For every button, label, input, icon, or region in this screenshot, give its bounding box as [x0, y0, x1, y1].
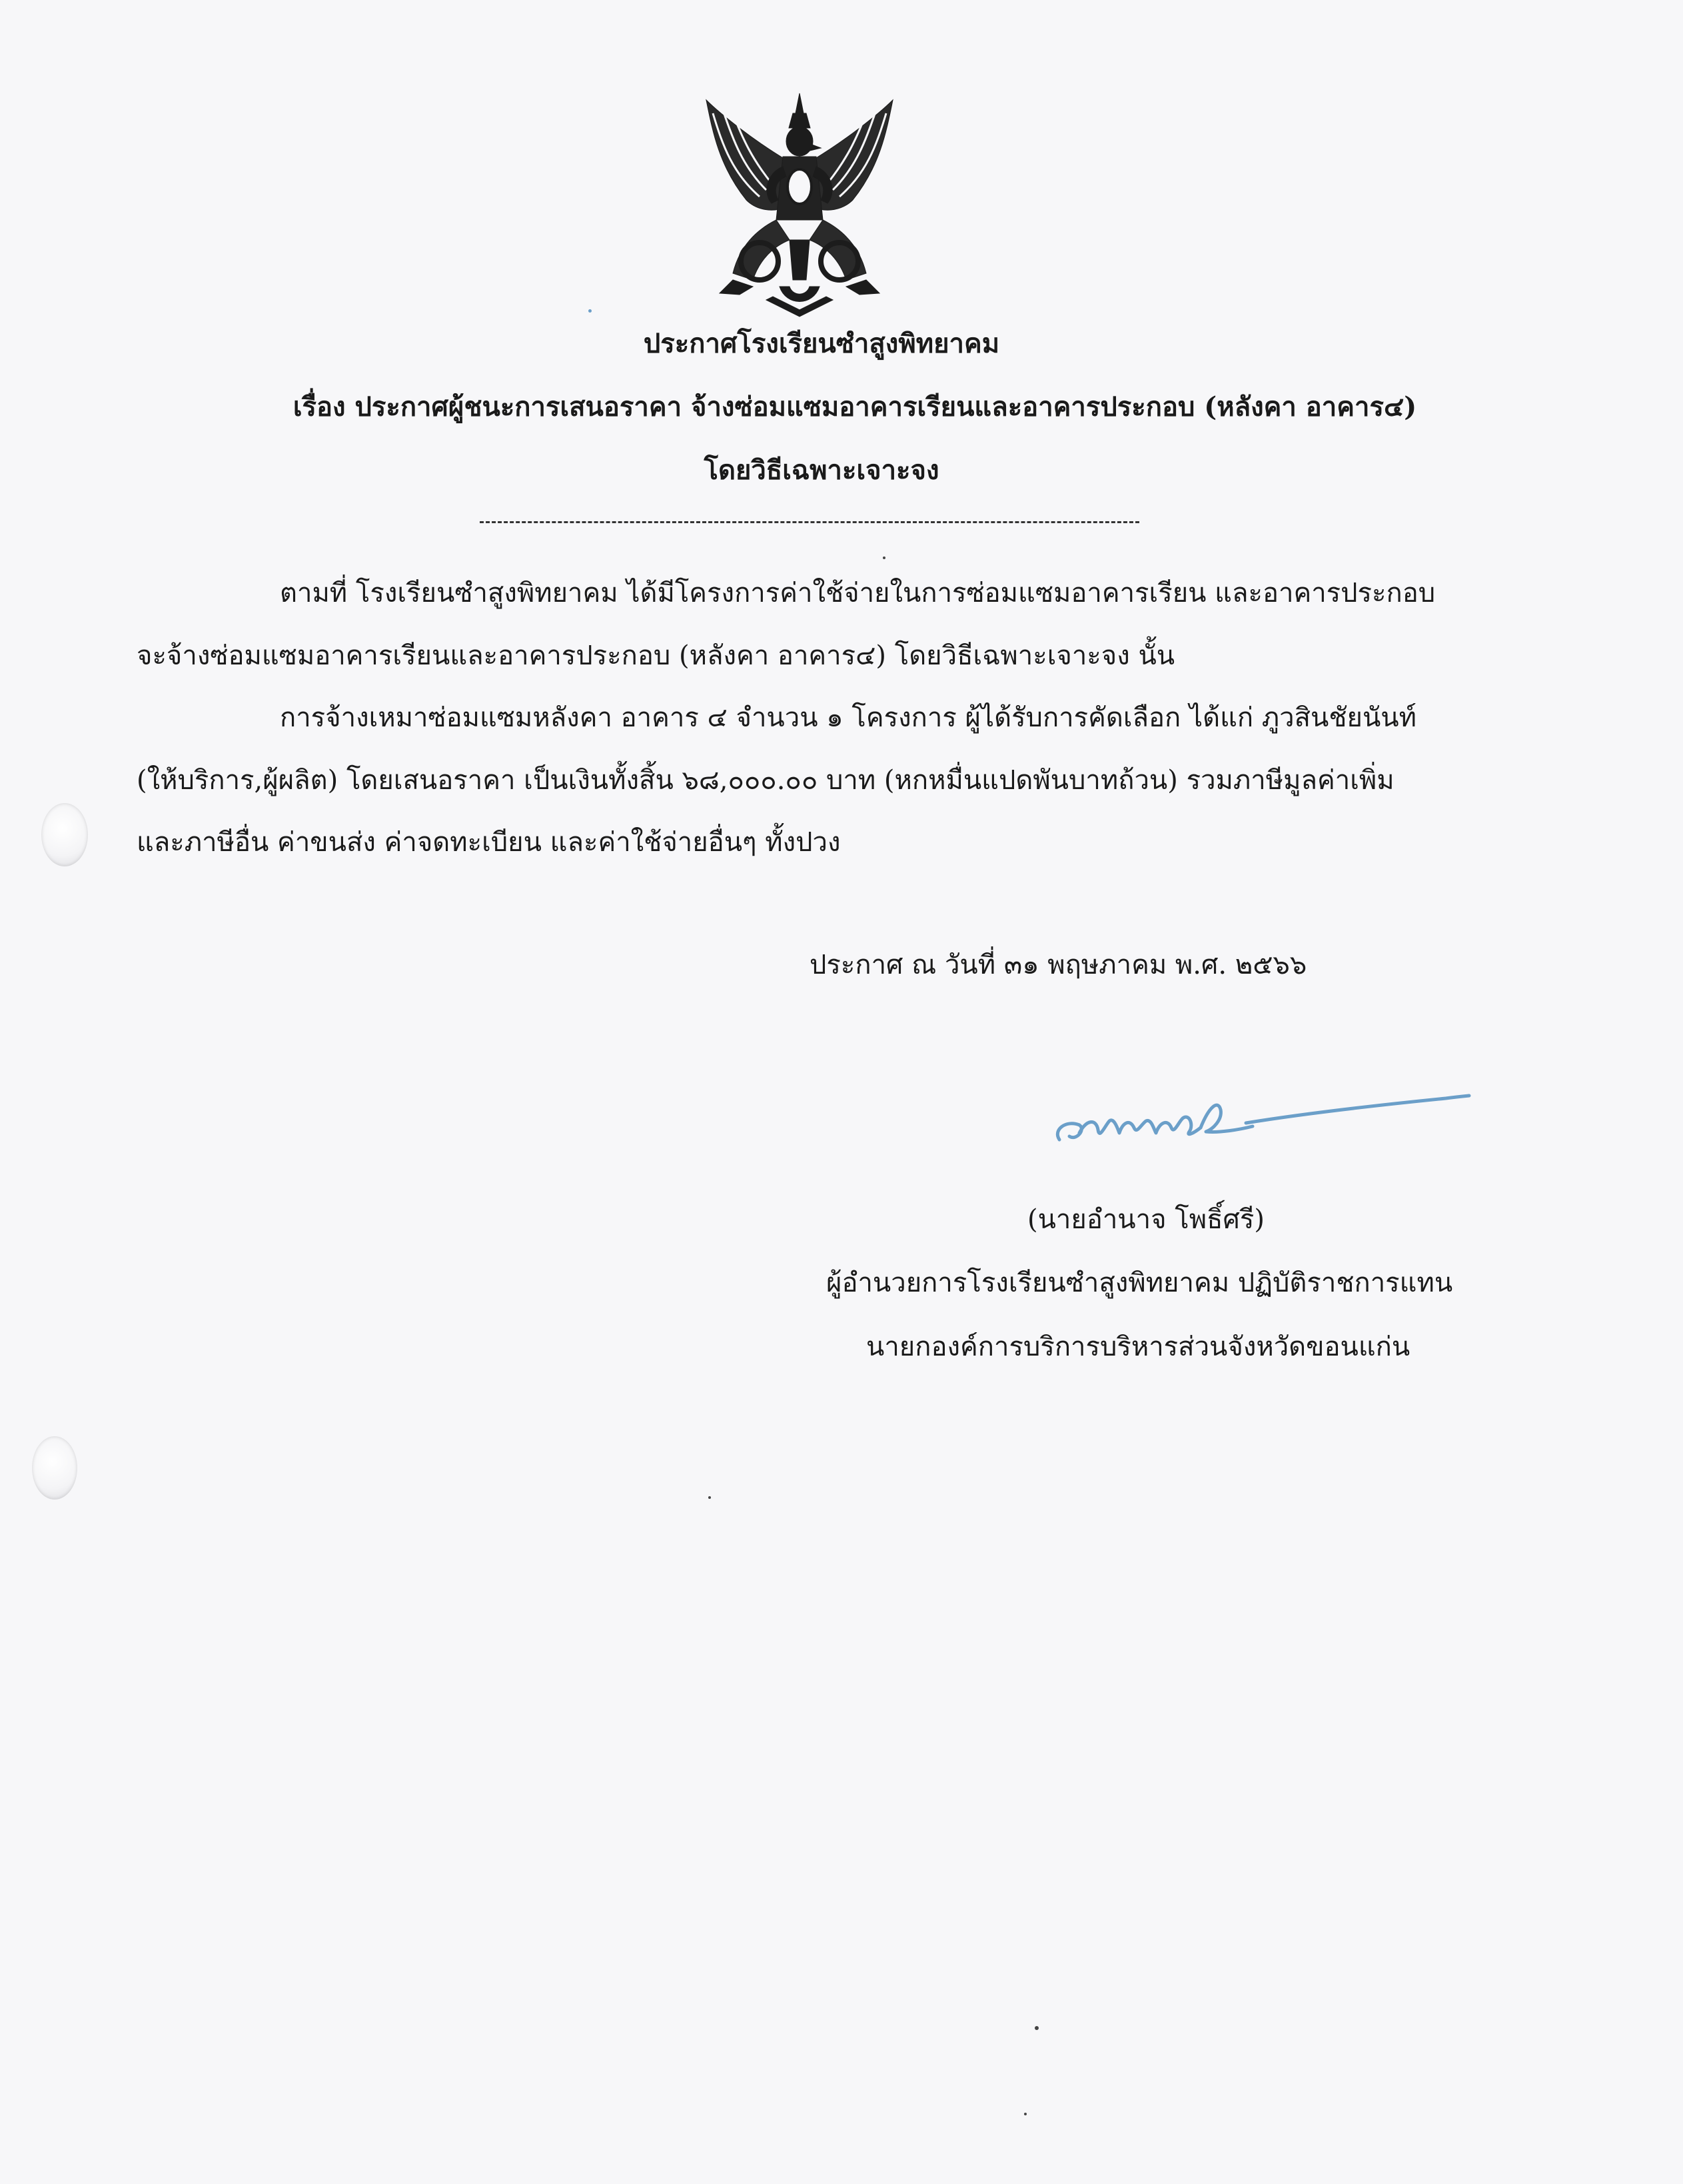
- announcement-date: ประกาศ ณ วันที่ ๓๑ พฤษภาคม พ.ศ. ๒๕๖๖: [810, 950, 1307, 980]
- announcement-title: ประกาศโรงเรียนซำสูงพิทยาคม: [643, 328, 1000, 359]
- garuda-emblem-icon: [693, 87, 906, 320]
- signatory-name: (นายอำนาจ โพธิ์ศรี): [1027, 1204, 1265, 1235]
- paragraph-1-line-2: จะจ้างซ่อมแซมอาคารเรียนและอาคารประกอบ (หลังคา อาคาร๔) โดยวิธีเฉพาะเจาะจง นั้น: [137, 640, 1175, 671]
- announcement-subject: เรื่อง ประกาศผู้ชนะการเสนอราคา จ้างซ่อมแซมอาคารเรียนและอาคารประกอบ (หลังคา อาคาร๔): [292, 391, 1417, 423]
- paragraph-2-line-1: การจ้างเหมาซ่อมแซมหลังคา อาคาร ๔ จำนวน ๑ โครงการ ผู้ได้รับการคัดเลือก ได้แก่ ภูวสินชัยนันท์: [280, 702, 1417, 733]
- signatory-position-2: นายกองค์การบริการบริหารส่วนจังหวัดขอนแก่น: [866, 1332, 1410, 1362]
- scan-speck: [883, 556, 885, 559]
- procurement-method: โดยวิธีเฉพาะเจาะจง: [704, 455, 939, 486]
- scan-speck: [1024, 2113, 1027, 2115]
- header-divider: [480, 521, 1139, 523]
- signatory-position-1: ผู้อำนวยการโรงเรียนซำสูงพิทยาคม ปฏิบัติราชการแทน: [826, 1268, 1453, 1298]
- scan-speck: [588, 309, 592, 313]
- handwritten-signature-icon: [1046, 1066, 1472, 1166]
- scan-speck: [1035, 2026, 1039, 2030]
- punch-hole: [41, 803, 88, 866]
- paragraph-1-line-1: ตามที่ โรงเรียนซำสูงพิทยาคม ได้มีโครงการค่าใช้จ่ายในการซ่อมแซมอาคารเรียน และอาคารประกอบ: [280, 578, 1436, 608]
- paragraph-2-line-2: (ให้บริการ,ผู้ผลิต) โดยเสนอราคา เป็นเงินทั้งสิ้น ๖๘,๐๐๐.๐๐ บาท (หกหมื่นแปดพันบาทถ้วน) รวมภาษีมูลค่าเพิ่ม: [137, 765, 1395, 796]
- scan-speck: [708, 1496, 711, 1499]
- punch-hole: [32, 1436, 77, 1500]
- paragraph-2-line-3: และภาษีอื่น ค่าขนส่ง ค่าจดทะเบียน และค่าใช้จ่ายอื่นๆ ทั้งปวง: [137, 827, 841, 858]
